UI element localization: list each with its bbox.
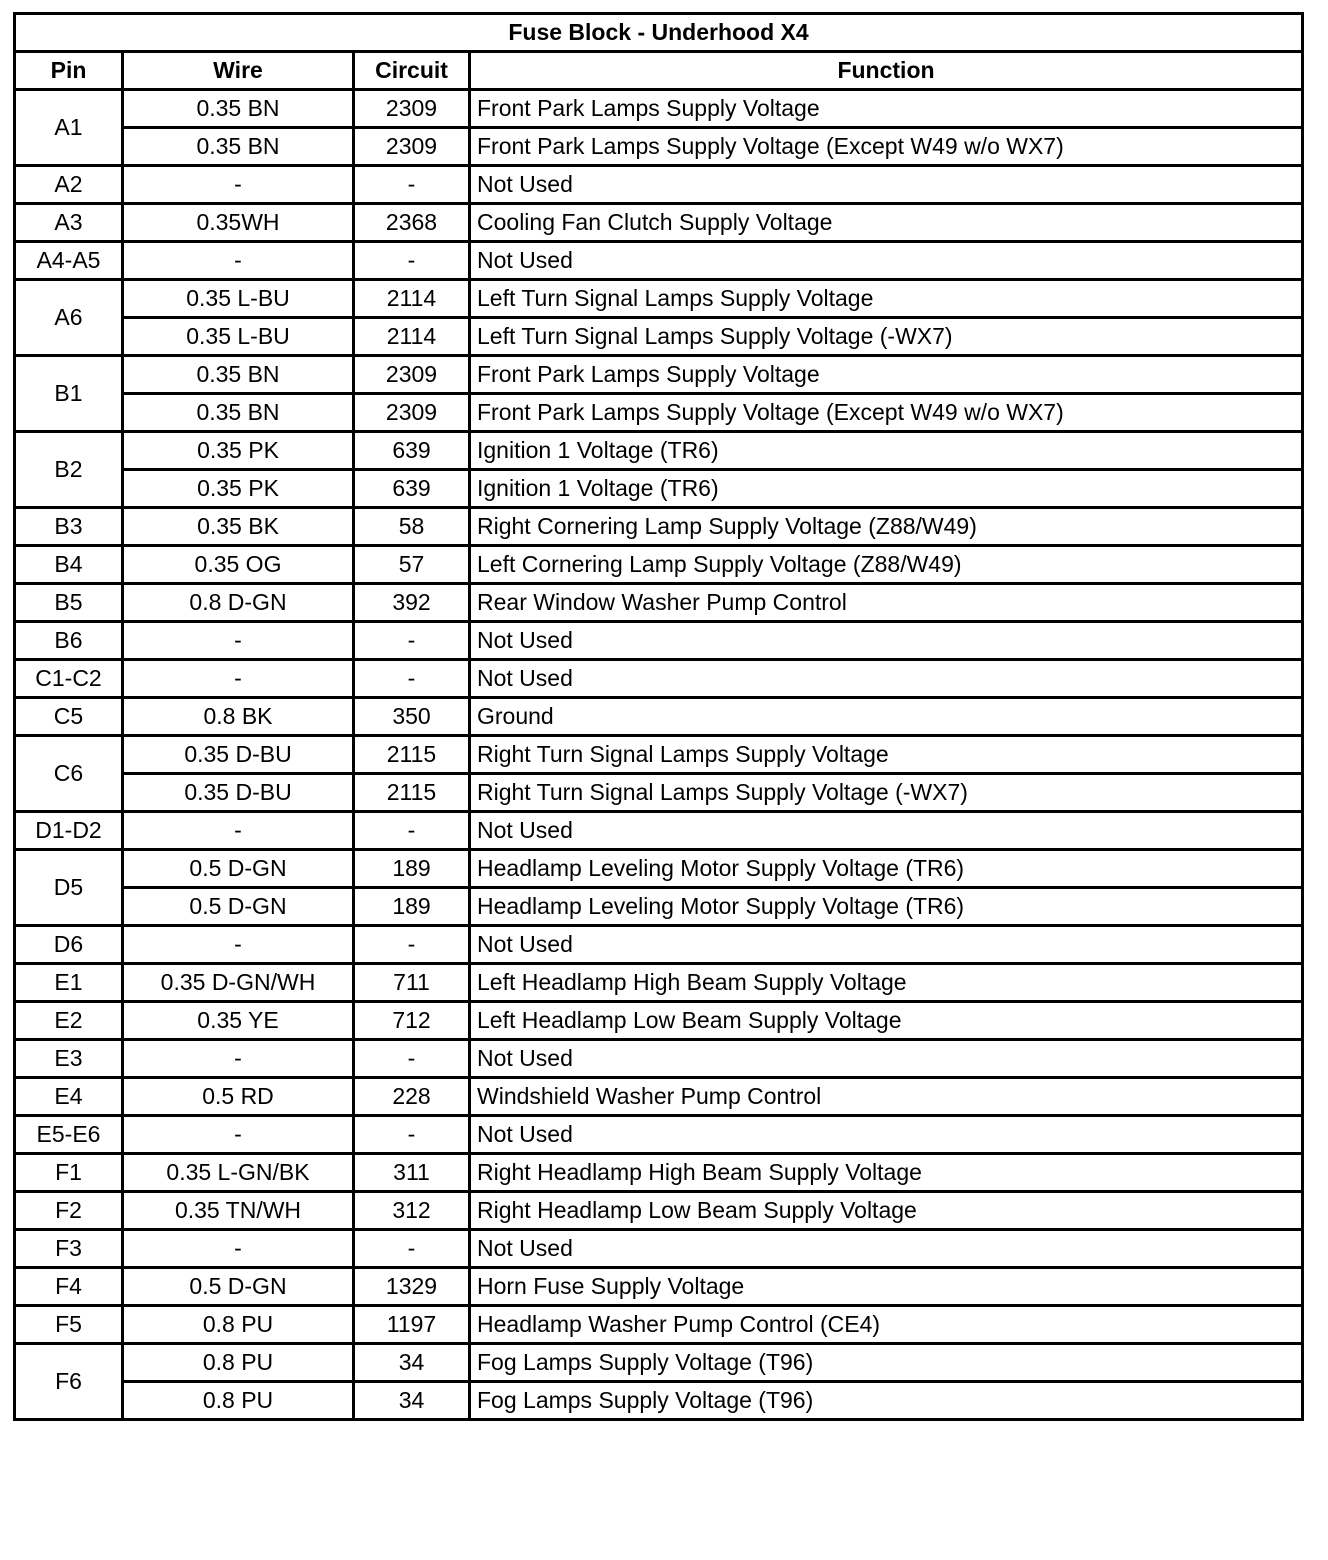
function-cell: Headlamp Leveling Motor Supply Voltage (TR6)	[470, 850, 1303, 888]
fuse-block-table	[13, 12, 1304, 1421]
wire-cell: 0.35 D-BU	[123, 774, 354, 812]
table-row	[15, 1154, 1303, 1192]
pin-cell: B5	[15, 584, 123, 622]
pin-cell: E5-E6	[15, 1116, 123, 1154]
table-row	[15, 1306, 1303, 1344]
function-cell: Not Used	[470, 242, 1303, 280]
wire-cell: 0.5 D-GN	[123, 1268, 354, 1306]
wire-cell: 0.5 D-GN	[123, 888, 354, 926]
pin-cell: A4-A5	[15, 242, 123, 280]
header-circuit: Circuit	[354, 52, 470, 90]
circuit-cell: 2115	[354, 736, 470, 774]
function-cell: Right Turn Signal Lamps Supply Voltage (-WX7)	[470, 774, 1303, 812]
wire-cell: 0.35 YE	[123, 1002, 354, 1040]
wire-cell: 0.8 D-GN	[123, 584, 354, 622]
circuit-cell: 2309	[354, 394, 470, 432]
table-row	[15, 1382, 1303, 1420]
wire-cell: 0.8 PU	[123, 1382, 354, 1420]
function-cell: Left Cornering Lamp Supply Voltage (Z88/W49)	[470, 546, 1303, 584]
function-cell: Left Turn Signal Lamps Supply Voltage	[470, 280, 1303, 318]
circuit-cell: 2115	[354, 774, 470, 812]
pin-cell: C1-C2	[15, 660, 123, 698]
table-row	[15, 242, 1303, 280]
function-cell: Left Turn Signal Lamps Supply Voltage (-WX7)	[470, 318, 1303, 356]
function-cell: Not Used	[470, 1040, 1303, 1078]
circuit-cell: 2309	[354, 128, 470, 166]
wire-cell: 0.5 RD	[123, 1078, 354, 1116]
table-row	[15, 888, 1303, 926]
circuit-cell: 58	[354, 508, 470, 546]
wire-cell: -	[123, 1040, 354, 1078]
table-row	[15, 1040, 1303, 1078]
pin-cell: F2	[15, 1192, 123, 1230]
function-cell: Rear Window Washer Pump Control	[470, 584, 1303, 622]
pin-cell: C6	[15, 736, 123, 812]
pin-cell: F4	[15, 1268, 123, 1306]
table-row	[15, 1192, 1303, 1230]
table-row	[15, 356, 1303, 394]
pin-cell: B4	[15, 546, 123, 584]
pin-cell: F3	[15, 1230, 123, 1268]
pin-cell: B6	[15, 622, 123, 660]
table-row	[15, 812, 1303, 850]
table-row	[15, 432, 1303, 470]
table-row	[15, 1002, 1303, 1040]
function-cell: Right Turn Signal Lamps Supply Voltage	[470, 736, 1303, 774]
header-function: Function	[470, 52, 1303, 90]
wire-cell: 0.35 L-GN/BK	[123, 1154, 354, 1192]
circuit-cell: 34	[354, 1382, 470, 1420]
pin-cell: B1	[15, 356, 123, 432]
circuit-cell: -	[354, 1116, 470, 1154]
table-row	[15, 318, 1303, 356]
function-cell: Not Used	[470, 1116, 1303, 1154]
pin-cell: D1-D2	[15, 812, 123, 850]
circuit-cell: 712	[354, 1002, 470, 1040]
pin-cell: B3	[15, 508, 123, 546]
wire-cell: 0.35 D-BU	[123, 736, 354, 774]
circuit-cell: 392	[354, 584, 470, 622]
wire-cell: 0.35 L-BU	[123, 280, 354, 318]
wire-cell: -	[123, 242, 354, 280]
pin-cell: E4	[15, 1078, 123, 1116]
function-cell: Cooling Fan Clutch Supply Voltage	[470, 204, 1303, 242]
wire-cell: 0.35 BN	[123, 90, 354, 128]
pin-cell: A6	[15, 280, 123, 356]
circuit-cell: -	[354, 622, 470, 660]
pin-cell: E2	[15, 1002, 123, 1040]
header-pin: Pin	[15, 52, 123, 90]
circuit-cell: -	[354, 926, 470, 964]
function-cell: Ignition 1 Voltage (TR6)	[470, 470, 1303, 508]
wire-cell: -	[123, 926, 354, 964]
function-cell: Front Park Lamps Supply Voltage	[470, 90, 1303, 128]
table-row	[15, 1344, 1303, 1382]
wire-cell: -	[123, 660, 354, 698]
wire-cell: 0.35 BN	[123, 394, 354, 432]
function-cell: Not Used	[470, 1230, 1303, 1268]
circuit-cell: 2114	[354, 280, 470, 318]
circuit-cell: 312	[354, 1192, 470, 1230]
wire-cell: -	[123, 166, 354, 204]
function-cell: Not Used	[470, 166, 1303, 204]
table-row	[15, 204, 1303, 242]
wire-cell: 0.5 D-GN	[123, 850, 354, 888]
function-cell: Left Headlamp High Beam Supply Voltage	[470, 964, 1303, 1002]
circuit-cell: 57	[354, 546, 470, 584]
wire-cell: -	[123, 812, 354, 850]
function-cell: Fog Lamps Supply Voltage (T96)	[470, 1382, 1303, 1420]
table-row	[15, 926, 1303, 964]
table-row	[15, 1116, 1303, 1154]
table-row	[15, 774, 1303, 812]
circuit-cell: 2114	[354, 318, 470, 356]
table-row	[15, 1078, 1303, 1116]
table-row	[15, 470, 1303, 508]
table-row	[15, 698, 1303, 736]
circuit-cell: 228	[354, 1078, 470, 1116]
circuit-cell: 2368	[354, 204, 470, 242]
pin-cell: E1	[15, 964, 123, 1002]
wire-cell: 0.35 BN	[123, 356, 354, 394]
pin-cell: D6	[15, 926, 123, 964]
function-cell: Headlamp Leveling Motor Supply Voltage (TR6)	[470, 888, 1303, 926]
wire-cell: 0.8 PU	[123, 1344, 354, 1382]
wire-cell: 0.35 PK	[123, 432, 354, 470]
pin-cell: F6	[15, 1344, 123, 1420]
table-title: Fuse Block - Underhood X4	[15, 14, 1303, 52]
wire-cell: 0.35 D-GN/WH	[123, 964, 354, 1002]
circuit-cell: -	[354, 812, 470, 850]
circuit-cell: 2309	[354, 356, 470, 394]
function-cell: Right Headlamp Low Beam Supply Voltage	[470, 1192, 1303, 1230]
function-cell: Front Park Lamps Supply Voltage (Except W49 w/o WX7)	[470, 394, 1303, 432]
wire-cell: 0.35 PK	[123, 470, 354, 508]
circuit-cell: 189	[354, 888, 470, 926]
pin-cell: F5	[15, 1306, 123, 1344]
circuit-cell: 711	[354, 964, 470, 1002]
function-cell: Not Used	[470, 660, 1303, 698]
function-cell: Right Headlamp High Beam Supply Voltage	[470, 1154, 1303, 1192]
wire-cell: 0.35 BK	[123, 508, 354, 546]
circuit-cell: 1197	[354, 1306, 470, 1344]
wire-cell: 0.35WH	[123, 204, 354, 242]
circuit-cell: -	[354, 1040, 470, 1078]
table-row	[15, 1268, 1303, 1306]
wire-cell: -	[123, 1230, 354, 1268]
header-wire: Wire	[123, 52, 354, 90]
circuit-cell: 311	[354, 1154, 470, 1192]
function-cell: Ignition 1 Voltage (TR6)	[470, 432, 1303, 470]
wire-cell: -	[123, 1116, 354, 1154]
wire-cell: 0.35 OG	[123, 546, 354, 584]
table-row	[15, 736, 1303, 774]
circuit-cell: -	[354, 166, 470, 204]
table-row	[15, 166, 1303, 204]
circuit-cell: 34	[354, 1344, 470, 1382]
pin-cell: A3	[15, 204, 123, 242]
wire-cell: 0.35 BN	[123, 128, 354, 166]
table-row	[15, 546, 1303, 584]
wire-cell: -	[123, 622, 354, 660]
circuit-cell: 639	[354, 432, 470, 470]
wire-cell: 0.8 BK	[123, 698, 354, 736]
circuit-cell: -	[354, 660, 470, 698]
circuit-cell: 1329	[354, 1268, 470, 1306]
circuit-cell: 189	[354, 850, 470, 888]
wire-cell: 0.8 PU	[123, 1306, 354, 1344]
pin-cell: F1	[15, 1154, 123, 1192]
pin-cell: C5	[15, 698, 123, 736]
pin-cell: A2	[15, 166, 123, 204]
pin-cell: E3	[15, 1040, 123, 1078]
pin-cell: D5	[15, 850, 123, 926]
header-row	[15, 52, 1303, 90]
wire-cell: 0.35 L-BU	[123, 318, 354, 356]
table-row	[15, 394, 1303, 432]
table-row	[15, 964, 1303, 1002]
table-row	[15, 128, 1303, 166]
function-cell: Ground	[470, 698, 1303, 736]
circuit-cell: 2309	[354, 90, 470, 128]
table-row	[15, 584, 1303, 622]
table-row	[15, 90, 1303, 128]
function-cell: Windshield Washer Pump Control	[470, 1078, 1303, 1116]
function-cell: Horn Fuse Supply Voltage	[470, 1268, 1303, 1306]
table-row	[15, 850, 1303, 888]
function-cell: Fog Lamps Supply Voltage (T96)	[470, 1344, 1303, 1382]
function-cell: Left Headlamp Low Beam Supply Voltage	[470, 1002, 1303, 1040]
table-row	[15, 508, 1303, 546]
circuit-cell: 639	[354, 470, 470, 508]
function-cell: Right Cornering Lamp Supply Voltage (Z88/W49)	[470, 508, 1303, 546]
circuit-cell: -	[354, 1230, 470, 1268]
circuit-cell: -	[354, 242, 470, 280]
pin-cell: B2	[15, 432, 123, 508]
circuit-cell: 350	[354, 698, 470, 736]
function-cell: Not Used	[470, 812, 1303, 850]
function-cell: Headlamp Washer Pump Control (CE4)	[470, 1306, 1303, 1344]
function-cell: Not Used	[470, 926, 1303, 964]
title-row	[15, 14, 1303, 52]
table-body	[15, 90, 1303, 1420]
pin-cell: A1	[15, 90, 123, 166]
table-row	[15, 1230, 1303, 1268]
table-row	[15, 660, 1303, 698]
function-cell: Not Used	[470, 622, 1303, 660]
table-row	[15, 280, 1303, 318]
function-cell: Front Park Lamps Supply Voltage	[470, 356, 1303, 394]
table-row	[15, 622, 1303, 660]
wire-cell: 0.35 TN/WH	[123, 1192, 354, 1230]
function-cell: Front Park Lamps Supply Voltage (Except W49 w/o WX7)	[470, 128, 1303, 166]
